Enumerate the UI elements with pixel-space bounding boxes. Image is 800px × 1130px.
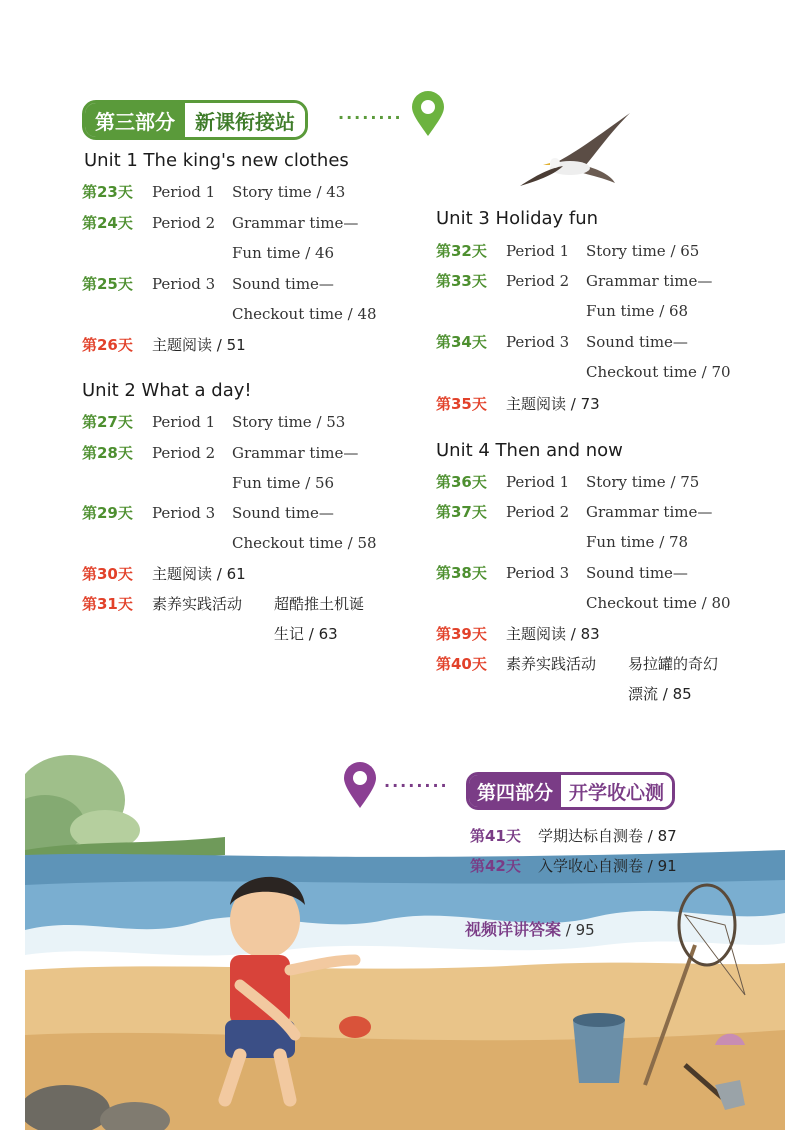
period-label: Period 3 <box>152 504 216 522</box>
reading-label: 主题阅读 / 73 <box>506 395 600 413</box>
lesson-label-cont: Checkout time / 70 <box>586 363 731 381</box>
lesson-label: Story time / 75 <box>586 473 700 491</box>
unit3-title: Unit 3 Holiday fun <box>436 208 599 229</box>
list-item <box>436 561 766 617</box>
list-item <box>436 470 766 494</box>
list-item <box>82 592 402 648</box>
lesson-label: Story time / 43 <box>232 183 346 201</box>
answers-label: 视频详讲答案 <box>465 920 562 939</box>
section4-dots: ········ <box>384 776 449 795</box>
period-label: Period 1 <box>506 473 570 491</box>
list-item <box>82 410 402 434</box>
list-item <box>82 501 402 557</box>
list-item <box>82 333 402 357</box>
list-item <box>436 330 766 386</box>
lesson-label-cont: Checkout time / 48 <box>232 305 377 323</box>
day-label: 第35天 <box>436 395 487 413</box>
day-label: 第41天 <box>470 827 521 845</box>
day-label: 第38天 <box>436 564 487 582</box>
period-label: Period 2 <box>152 444 216 462</box>
period-label: Period 1 <box>506 242 570 260</box>
day-label: 第34天 <box>436 333 487 351</box>
answers-page: / 95 <box>565 921 595 939</box>
section4-banner <box>466 772 675 810</box>
lesson-label-cont: Checkout time / 80 <box>586 594 731 612</box>
lesson-label-cont: Fun time / 56 <box>232 474 335 492</box>
lesson-label: Sound time— <box>232 275 334 293</box>
section4-title: 开学收心测 <box>561 775 672 807</box>
unit4-title: Unit 4 Then and now <box>436 440 623 461</box>
lesson-label: Grammar time— <box>232 214 359 232</box>
answers-row <box>465 918 685 942</box>
activity-title: 易拉罐的奇幻 <box>628 655 719 673</box>
lesson-label: Sound time— <box>232 504 334 522</box>
list-item <box>470 854 750 878</box>
list-item <box>436 392 766 416</box>
test-label: 入学收心自测卷 / 91 <box>538 857 677 875</box>
section3-banner <box>82 100 308 140</box>
day-label: 第24天 <box>82 214 133 232</box>
period-label: Period 3 <box>152 275 216 293</box>
activity-title: 超酷推土机诞 <box>274 595 365 613</box>
section3-title: 新课衔接站 <box>185 103 305 137</box>
map-pin-icon <box>340 760 380 810</box>
lesson-label: Sound time— <box>586 564 688 582</box>
list-item <box>82 272 402 328</box>
period-label: Period 3 <box>506 564 570 582</box>
period-label: Period 2 <box>152 214 216 232</box>
day-label: 第28天 <box>82 444 133 462</box>
section3-dots: ········ <box>338 108 403 127</box>
activity-title-cont: 漂流 / 85 <box>628 685 692 703</box>
activity-label: 素养实践活动 <box>506 655 597 673</box>
list-item <box>82 180 402 204</box>
section3-part-label: 第三部分 <box>85 103 185 137</box>
day-label: 第32天 <box>436 242 487 260</box>
beach-background <box>25 755 785 1130</box>
day-label: 第30天 <box>82 565 133 583</box>
lesson-label-cont: Fun time / 78 <box>586 533 689 551</box>
period-label: Period 1 <box>152 413 216 431</box>
day-label: 第29天 <box>82 504 133 522</box>
reading-label: 主题阅读 / 83 <box>506 625 600 643</box>
list-item <box>436 622 766 646</box>
day-label: 第33天 <box>436 272 487 290</box>
lesson-label: Story time / 65 <box>586 242 700 260</box>
day-label: 第31天 <box>82 595 133 613</box>
list-item <box>82 211 402 267</box>
period-label: Period 2 <box>506 503 570 521</box>
unit2-title: Unit 2 What a day! <box>82 380 252 401</box>
list-item <box>436 500 766 556</box>
lesson-label: Grammar time— <box>232 444 359 462</box>
list-item <box>436 269 766 325</box>
period-label: Period 1 <box>152 183 216 201</box>
day-label: 第36天 <box>436 473 487 491</box>
lesson-label-cont: Checkout time / 58 <box>232 534 377 552</box>
activity-title-cont: 生记 / 63 <box>274 625 338 643</box>
list-item <box>82 562 402 586</box>
day-label: 第27天 <box>82 413 133 431</box>
day-label: 第23天 <box>82 183 133 201</box>
period-label: Period 2 <box>506 272 570 290</box>
day-label: 第37天 <box>436 503 487 521</box>
lesson-label: Grammar time— <box>586 272 713 290</box>
day-label: 第25天 <box>82 275 133 293</box>
map-pin-icon <box>408 90 448 138</box>
list-item <box>82 441 402 497</box>
activity-label: 素养实践活动 <box>152 595 243 613</box>
day-label: 第40天 <box>436 655 487 673</box>
unit1-title: Unit 1 The king's new clothes <box>84 150 349 171</box>
list-item <box>436 652 766 708</box>
list-item <box>436 239 766 263</box>
lesson-label: Grammar time— <box>586 503 713 521</box>
lesson-label-cont: Fun time / 46 <box>232 244 335 262</box>
list-item <box>470 824 750 848</box>
lesson-label: Story time / 53 <box>232 413 346 431</box>
day-label: 第42天 <box>470 857 521 875</box>
day-label: 第26天 <box>82 336 133 354</box>
day-label: 第39天 <box>436 625 487 643</box>
lesson-label: Sound time— <box>586 333 688 351</box>
seagull-illustration <box>515 108 635 193</box>
test-label: 学期达标自测卷 / 87 <box>538 827 677 845</box>
section4-part-label: 第四部分 <box>469 775 561 807</box>
beach-illustration <box>25 755 785 1130</box>
period-label: Period 3 <box>506 333 570 351</box>
lesson-label-cont: Fun time / 68 <box>586 302 689 320</box>
reading-label: 主题阅读 / 61 <box>152 565 246 583</box>
reading-label: 主题阅读 / 51 <box>152 336 246 354</box>
